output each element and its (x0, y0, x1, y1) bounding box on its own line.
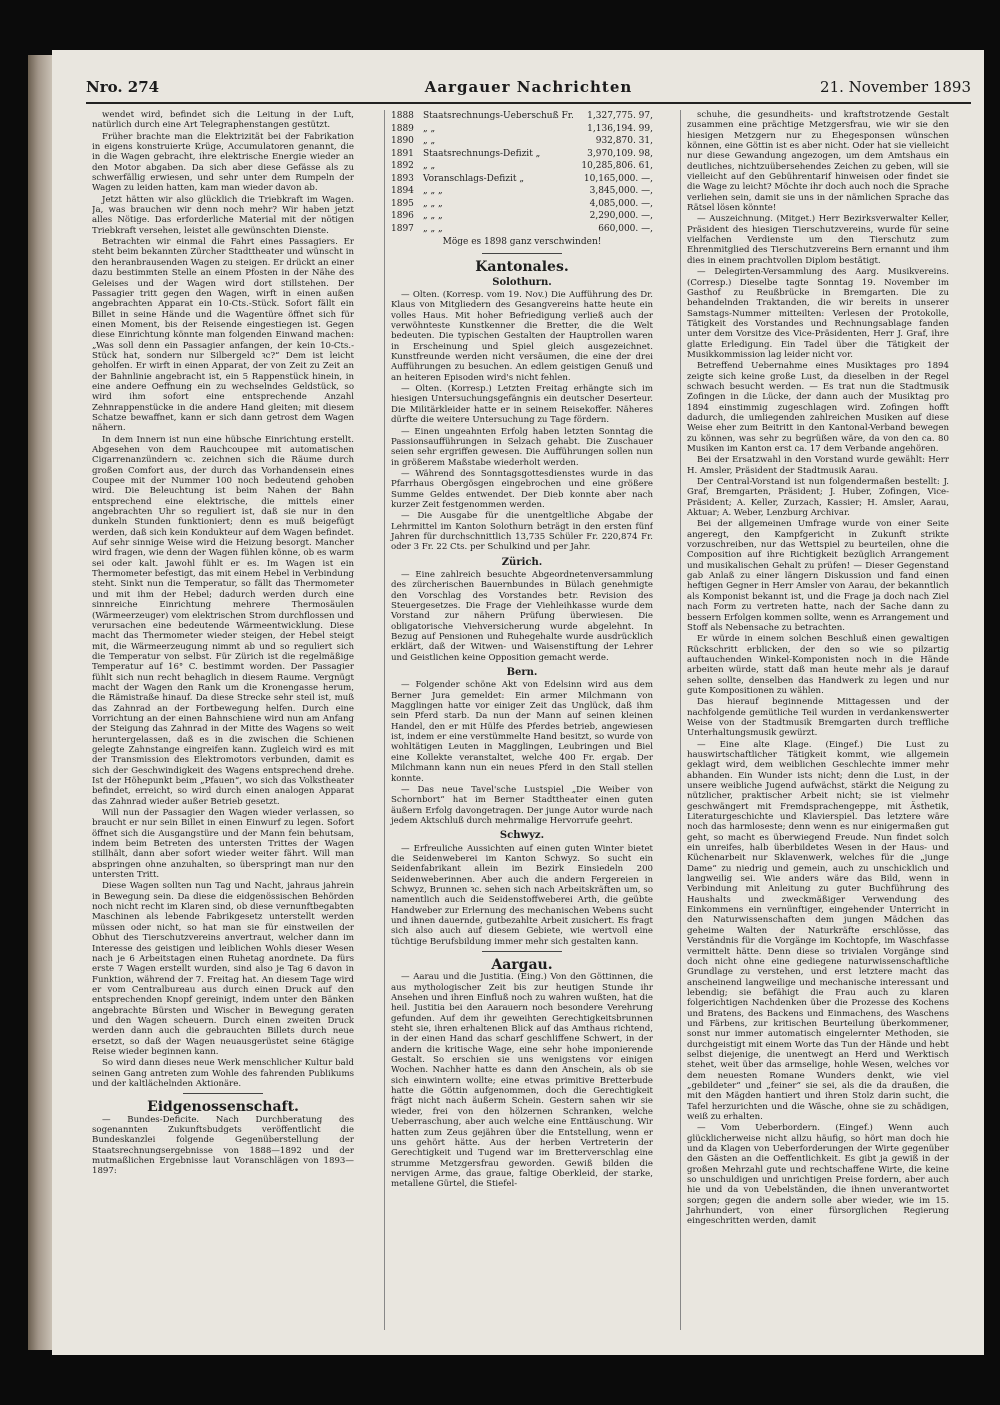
table-cell-label: Staatsrechnungs-Ueberschuß Fr. (423, 111, 574, 121)
paragraph: Jetzt hätten wir also glücklich die Triebkraft im Wagen. Ja, was brauchen wir denn noch mehr? Wir haben jetzt alles Nötige. Das erforderliche Material mit der nötigen Triebkraft versehen, leistet alle gewünschten Dienste. (92, 194, 354, 236)
paragraph: — Aarau und die Justitia. (Eing.) Von den Göttinnen, die aus mythologischer Zeit bis zur heutigen Stunde ihr Ansehen und ihren Einfluß noch zu wahren wußten, hat die heil. Justitia bei den Aarauern noch besondere Verehrung gefunden. Auf dem ihr geweihten Gerechtigkeitsbrunnen steht sie, ihren erhaltenen Blick auf das Amthaus richtend, in der einen Hand das scharf geschliffene Schwert, in der andern die kritische Wage, eine sehr hohe imponierende Gestalt. So erschien sie uns wenigstens vor einigen Wochen. Nachher hatte es dann den Anschein, als ob sie sich einwintern wollte; eine etwas primitive Bretterbude hatte die Göttin aufgenommen, doch die Gerechtigkeit frägt nicht nach äußerm Schein. Gestern sahen wir sie wieder, frei von den hölzernen Schranken, welche Ueberraschung, aber auch welche eine Enttäuschung. Wir hatten zum Zeus gejähren über die Entstellung, wenn er uns gehört hätte. Aus der herben Vertreterin der Gerechtigkeit und Tugend war im Bretterverschlag eine strumme Metzgersfrau geworden. Gewiß bilden die nervigen Arme, das graue, faltige Oberkleid, der starke, metallene Gürtel, die Stiefel- (391, 972, 653, 1190)
paragraph: Diese Wagen sollten nun Tag und Nacht, jahraus jahrein in Bewegung sein. Da diese die eidgenössischen Behörden noch nicht recht im Klaren sind, ob diese vernunftbegabten Maschinen als lebende Fabrikgesetz unterstellt werden müssen oder nicht, so hat man sie für einstweilen der Obhut des Tierschutzvereins anvertraut, welcher dann im Interesse des geistigen und leiblichen Wohls dieser Wesen nach je 6 Arbeitstagen einen Ruhetag anordnete. Da fürs erste 7 Wagen erstellt wurden, sind also je Tag 6 davon in Funktion, während der 7. Freitag hat. An diesem Tage wird er vom Centralbureau aus durch einen Druck auf den entsprechenden Knopf gereinigt, indem unter den Bänken angebrachte Bürsten und Wischer in Bewegung geraten und den Wagen scheuern. Durch einen zweiten Druck werden dann auch die gebrauchten Billets durch neue ersetzt, so daß der Wagen neuausgerüstet seine 6tägige Reise wieder beginnen kann. (92, 881, 354, 1057)
table-row (391, 173, 653, 186)
table-cell-label: „ „ „ (423, 223, 443, 234)
table-row (391, 135, 653, 148)
table-cell-year: 1896 (391, 211, 414, 221)
table-cell-value: 932,870. 31, (595, 136, 653, 146)
paragraph: — Olten. (Korresp.) Letzten Freitag erhängte sich im hiesigen Untersuchungsgefängnis ein deutscher Deserteur. Die Militärkleider hatte er in seinem Reisekoffer. Näheres dürfte die weitere Untersuchung zu Tage fördern. (391, 384, 653, 426)
subheading-bern: Bern. (506, 667, 538, 679)
budget-table (391, 110, 653, 235)
table-cell-label: „ „ (423, 161, 436, 171)
section-heading-aargau: Aargau. (491, 957, 553, 973)
issue-number: Nro. 274 (86, 78, 160, 96)
section-heading-eidgenossenschaft: Eidgenossenschaft. (147, 1099, 299, 1116)
paragraph: Will nun der Passagier den Wagen wieder verlassen, so braucht er nur sein Billet in einen Einwurf zu legen. Sofort öffnet sich die Ausgangstüre und der Mann fein behutsam, indem beim Betreten des untersten Trittes der Wagen stillhält, dann aber sofort wieder weiter fährt. Will man abspringen ohne anzuhalten, so überspringt man nur den untersten Tritt. (92, 808, 354, 881)
paragraph: — Vom Ueberbordern. (Eingef.) Wenn auch glücklicherweise nicht allzu häufig, so hört man doch hie und da Klagen von Ueberforderungen der Wirte gegenüber den Gästen an die Oeffentlichkeit. Es gibt ja gewiß in der großen Mehrzahl gute und rechtschaffene Wirte, die keine so unschuldigen und unrichtigen Preise fordern, aber auch hie und da von Uebelständen, die ihnen unverantwortet sorgen; gegen die andern solle aber wieder, wie im 15. Jahrhundert, von einer fürsorglichen Regierung eingeschritten werden, damit (687, 1123, 949, 1227)
paragraph: Der Central-Vorstand ist nun folgendermaßen bestellt: J. Graf, Bremgarten, Präsident; J. Huber, Zofingen, Vice-Präsident; A. Keller, Zurzach, Kassier; H. Amsler, Aarau, Aktuar; A. Weber, Lenzburg Archivar. (687, 477, 949, 519)
paragraph: — Bundes-Deficite. Nach Durchberatung des sogenannten Zukunftsbudgets veröffentlicht die Bundeskanzlei folgende Gegenüberstellung der Staatsrechnungsergebnisse von 1888—1892 und der mutmaßlichen Ergebnisse laut Voranschlägen von 1893—1897: (92, 1114, 354, 1177)
table-row (391, 223, 653, 236)
paragraph: — Delegirten-Versammlung des Aarg. Musikvereins. (Corresp.) Dieselbe tagte Sonntag 19. November im Gasthof zu Reußbrücke in Bremgarten. Die zu behandelnden Traktanden, die wir bereits in unserer Samstags-Nummer mitteilten: Verlesen der Protokolle, Tätigkeit des Vorstandes und Rechnungsablage fanden unter dem Vorsitze des Vice-Präsidenten, Herr J. Graf, ihre glatte Erledigung. Ein Tadel über die Tätigkeit der Musikkommission lag leider nicht vor. (687, 267, 949, 360)
table-cell-year: 1891 (391, 148, 414, 159)
table-row (391, 210, 653, 223)
table-cell-value: 4,085,000. —, (589, 198, 653, 209)
paragraph: Bei der Ersatzwahl in den Vorstand wurde gewählt: Herr H. Amsler, Präsident der Stadtmusik Aarau. (687, 455, 949, 476)
paragraph: — Erfreuliche Aussichten auf einen guten Winter bietet die Seidenweberei im Kanton Schwyz. So sucht ein Seidenfabrikant allein im Bezirk Einsiedeln 200 Seidenweberinnen. Aber auch die andern Fergereien in Schwyz, Brunnen ꝛc. sehen sich nach Arbeitskräften um, so namentlich auch die Seidenstoffweberei Arth, die geübte Handweber zur Erlernung des mechanischen Webens sucht und ihnen dauernde, gutbezahlte Arbeit zusichert. Es fragt sich also auch auf diesem Gebiete, wie wertvoll eine tüchtige Berufsbildung immer mehr sich gestalten kann. (391, 843, 653, 947)
paragraph: — Das neue Tavel'sche Lustspiel „Die Weiber von Schornbort“ hat im Berner Stadttheater einen guten äußern Erfolg davongetragen. Der junge Autor wurde nach jedem Aktschluß durch mehrmalige Hervorrufe geehrt. (391, 784, 653, 826)
paragraph: — Olten. (Korresp. vom 19. Nov.) Die Aufführung des Dr. Klaus von Mitgliedern des Gesangvereins hatte heute ein volles Haus. Mit hoher Befriedigung verließ auch der verwöhnteste Kunstkenner die Bretter, die die Welt bedeuten. Die typischen Gestalten der Hauptrollen waren in Erscheinung und Spiel gleich ausgezeichnet. Kunstfreunde werden nicht versäumen, die eine der drei Aufführungen zu besuchen. An edlem geistigen Genuß und an heiteren Episoden wird's nicht fehlen. (391, 290, 653, 383)
table-cell-value: 3,970,109. 98, (587, 148, 653, 159)
newspaper-page (52, 50, 984, 1355)
table-cell-label: „ „ „ (423, 211, 443, 221)
column-2 (384, 110, 653, 1330)
table-row (391, 198, 653, 211)
table-cell-label: „ „ (423, 136, 436, 146)
table-cell-label: „ „ (423, 123, 436, 134)
book-binding (28, 55, 54, 1350)
table-cell-year: 1895 (391, 198, 414, 209)
divider (183, 1093, 263, 1094)
table-cell-year: 1894 (391, 186, 414, 196)
paragraph: — Einen ungeahnten Erfolg haben letzten Sonntag die Passionsaufführungen in Selzach gehabt. Die Zuschauer seien sehr ergriffen gewesen. Die Aufführungen sollen nun in größerem Maßstabe wiederholt werden. (391, 426, 653, 468)
paragraph: Betrachten wir einmal die Fahrt eines Passagiers. Er steht beim bekannten Zürcher Stadttheater und wünscht in den heranbrausenden Wagen zu steigen. Er drückt an einer dazu bestimmten Stelle an einem Pfosten in der Nähe des Geleises und der Wagen wird dort stillstehen. Der Passagier tritt gegen den Wagen, wirft in einen außen angebrachten Apparat ein 10-Cts.-Stück. Sofort fällt ein Billet in seine Hände und die Wagentüre öffnet sich für einen Moment, bis der Reisende eingestiegen ist. Gegen diese Einrichtung könnte man folgenden Einwand machen: „Was soll denn ein Passagier anfangen, der kein 10-Cts.-Stück hat, sondern nur Silbergeld ꝛc?“ Dem ist leicht geholfen. Er wirft in einen Apparat, der von Zeit zu Zeit an der Bahnlinie angebracht ist, ein 5 Rappenstück hinein, in eine andere Oeffnung ein zu wechselndes Geldstück, so wird ihm sofort eine entsprechende Anzahl Zehnrappenstücke in die andere Hand gleiten; mit diesem Schatze bewaffnet, kann er sich dann getrost dem Wagen nähern. (92, 237, 354, 434)
masthead (86, 76, 971, 104)
paragraph: Bei der allgemeinen Umfrage wurde von einer Seite angeregt, den Kampfgericht in Zukunft strikte vorzuschreiben, nur das Wettspiel zu beurteilen, ohne die Composition auf ihre Richtigkeit bezüglich Arrangement und musikalischen Gehalt zu prüfen! — Dieser Gegenstand gab Anlaß zu einer längern Diskussion und fand einen heftigen Gegner in Herr Amsler von Aarau, der bekanntlich als Komponist bekannt ist, und die Frage ja doch nach Ziel nach Form zu vertreten hatte, nach der Sache dann zu bessern Erfolgen kommen sollte, wenn es Arrangement und Stoff als Nebensache zu betrachten. (687, 519, 949, 633)
paragraph: schuhe, die gesundheits- und kraftstrotzende Gestalt zusammen eine prächtige Metzgersfrau, wie wir sie den hiesigen Metzgern nur zu Ehegesponsen wünschen können, eine Göttin ist es aber nicht. Oder hat sie vielleicht nur diese Gewandung angezogen, um dem Amtshaus ein deutliches, nichtzuübersehendes Zeichen zu geben, will sie vielleicht auf den Gebührentarif hinweisen oder findet sie die Wage zu leicht? Möchte ihr doch auch noch die Sprache verliehen sein, damit sie uns in der nämlichen Sprache das Rätsel lösen könnte! (687, 110, 949, 214)
table-cell-value: 1,327,775. 97, (587, 111, 653, 121)
table-row (391, 160, 653, 173)
subheading-schwyz: Schwyz. (499, 830, 545, 842)
masthead-title: Aargauer Nachrichten (424, 78, 633, 96)
table-cell-value: 10,285,806. 61, (581, 161, 653, 171)
section-heading-kantonales: Kantonales. (475, 259, 569, 276)
table-row (391, 123, 653, 136)
paragraph: So wird dann dieses neue Werk menschlicher Kultur bald seinen Gang antreten zum Wohle des fahrenden Publikums und der kaltlächelnden Aktionäre. (92, 1058, 354, 1089)
paragraph: Betreffend Uebernahme eines Musiktages pro 1894 zeigte sich keine große Lust, da dieselben in der Regel schwach besucht werden. — Es trat nun die Stadtmusik Zofingen in die Lücke, der dann auch der Musiktag pro 1894 einstimmig zugeschlagen wird. Zofingen hofft dadurch, die umliegenden zahlreichen Musiken auf diese Weise eher zum Beitritt in den Kantonal-Verband bewegen zu können, was sehr zu begrüßen wäre, da von den ca. 80 Musiken im Kanton erst ca. 17 dem Verbande angehören. (687, 361, 949, 454)
paragraph: In dem Innern ist nun eine hübsche Einrichtung erstellt. Abgesehen von dem Rauchcoupee mit automatischen Cigarrenanzündern ꝛc. zeichnen sich die Räume durch großen Comfort aus, der durch das Vorhandensein eines Coupee mit der Nummer 100 noch bedeutend gehoben wird. Die Beleuchtung ist beim Nahen der Bahn entsprechend eine elektrische, die mittels einer angebrachten Uhr so reguliert ist, daß sie nur in den dunkeln Stunden funktioniert; denn es muß beigefügt werden, daß sich kein Kondukteur auf dem Wagen befindet. Auf sehr sinnige Weise wird die Heizung besorgt. Mancher wird fragen, wie denn der Wagen fühlen könne, ob es warm sei oder kalt. Jawohl fühlt er es. Im Wagen ist ein Thermometer befestigt, das mit einem Hebel in Verbindung steht. Sinkt nun die Temperatur, so fällt das Thermometer und mit ihm der Hebel; dadurch werden durch eine sinnreiche Einrichtung mehrere Thermosäulen (Wärmeerzeuger) vom elektrischen Strom durchflossen und verursachen eine bedeutende Wärmeentwicklung. Diese macht das Thermometer wieder steigen, der Hebel steigt mit, die Wärmeerzeugung nimmt ab und so reguliert sich die Temperatur von selbst. Für Zürich ist die regelmäßige Temperatur auf 16° C. bestimmt worden. Der Passagier fühlt sich nun recht behaglich in diesem Raume. Vergnügt macht der Wagen den Rank um die Kronengasse herum, die Rämistraße hinauf. Da diese Strecke sehr steil ist, muß das Zahnrad an der Fortbewegung helfen. Durch eine Vorrichtung an der einen Bahnschiene wird nun am Anfang der Steigung das Zahnrad in der Mitte des Wagens so weit heruntergelassen, daß es in die zwischen die Schienen gelegte Zahnstange eingreifen kann. Zugleich wird es mit der Transmission des Elektromotors verbunden, damit es sich der Geschwindigkeit des Wagens entsprechend drehe. Ist der Höhepunkt beim „Pfauen“, wo sich das Volkstheater befindet, erreicht, so wird durch einen analogen Apparat das Zahnrad wieder außer Betrieb gesetzt. (92, 434, 354, 807)
table-cell-year: 1890 (391, 136, 414, 146)
paragraph: Das hierauf beginnende Mittagessen und der nachfolgende gemütliche Teil wurden in verdankenswerter Weise von der Stadtmusik Bremgarten durch treffliche Unterhaltungsmusik gewürzt. (687, 697, 949, 739)
paragraph: — Während des Sonntagsgottesdienstes wurde in das Pfarrhaus Obergösgen eingebrochen und eine größere Summe Geldes entwendet. Der Dieb konnte aber nach kurzer Zeit festgenommen werden. (391, 468, 653, 510)
table-cell-year: 1888 (391, 111, 414, 121)
paragraph: — Eine alte Klage. (Eingef.) Die Lust zu hauswirtschaftlicher Tätigkeit kommt, wie allgemein geklagt wird, dem weiblichen Geschlechte immer mehr abhanden. Ein Wunder ists nicht; denn die Lust, in der unsere weibliche Jugend aufwächst, stärkt die Neigung zu nützlicher, praktischer Arbeit nicht; sie ist vielmehr geschwängert mit Fremdsprachengeppe, mit Ästhetik, Literaturgeschichte und Klavierspiel. Das letztere wäre noch das harmloseste; denn wenn es nur einigermaßen gut geht, so macht es überwiegend Freude. Nun findet solch ein unreifes, halb überbildetes Wesen in der Haus- und Küchenarbeit nur Sklavenwerk, welches für die „junge Dame“ zu niedrig und gemein, auch zu unschicklich und langweilig sei. Wie anders wäre das Bild, wenn in Verbindung mit Anleitung zu guter Buchführung des Haushalts und zweckmäßiger Verwendung des Einkommens ein vernünftiger, eingehender Unterricht in den Naturwissenschaften dem jungen Mädchen das geheime Walten der Naturkräfte erschlösse, das Verständnis für die Vorgänge im Kochtopfe, im Waschfasse vermittelt hätte. Denn diese so trivialen Vorgänge sind doch nicht ohne eine gediegene naturwissenschaftliche Grundlage zu verstehen, und erst letztere macht das anscheinend langweilige und mechanische interessant und lebendig; sie befähigt die Frau auch zu klaren folgerichtigen Nachdenken über die Prozesse des Kochens und Bratens, des Backens und Einmachens, des Waschens und Färbens, zur kritischen Beurteilung überkommener, sonst nur immer automatisch eingelernter Methoden, sie durchgeistigt mit einem Worte das Tun der Hände und hebt selbst diejenige, die unentwegt an Herd und Werktisch stehet, weit über das armselige, hohle Wesen, welches vor dem neuesten Romane Wunders denkt, wie viel „gebildeter“ und „feiner“ sie sei, als die da draußen, die mit den Mägden hantiert und ihren Stolz darin sucht, die Tafel herzurichten und die Wäsche, ohne sie zu schädigen, weiß zu erhalten. (687, 739, 949, 1122)
column-1 (92, 110, 354, 1330)
paragraph: — Auszeichnung. (Mitget.) Herr Bezirksverwalter Keller, Präsident des hiesigen Tierschutzvereins, wurde für seine vielfachen Verdienste um den Tierschutz zum Ehrenmitglied des Tierschutzvereins Bern ernannt und ihm dies in einem prachtvollen Diplom bestätigt. (687, 214, 949, 266)
subheading-zurich: Zürich. (501, 556, 543, 568)
table-cell-value: 3,845,000. —, (589, 186, 653, 196)
paragraph: Früher brachte man die Elektrizität bei der Fabrikation in eigens konstruierte Krüge, Accumulatoren genannt, die in die Wagen gebracht, ihre elektrische Energie wieder an den Motor abgaben. Da sich aber diese Gefässe als zu schwerfällig erwiesen, und sehr unter dem Rumpeln der Wagen zu leiden hatten, kam man wieder davon ab. (92, 131, 354, 194)
issue-date: 21. November 1893 (820, 78, 971, 96)
subheading-solothurn: Solothurn. (492, 276, 552, 288)
paragraph: — Eine zahlreich besuchte Abgeordnetenversammlung des zürcherischen Bauernbundes in Bülach genehmigte den Vorschlag des Vorstandes betr. Revision des Steuergesetzes. Die Frage der Viehleihkasse wurde dem Vorstand zur nähern Prüfung überwiesen. Die obligatorische Viehversicherung wurde abgelehnt. In Bezug auf Pensionen und Ruhegehalte wurde ausdrücklich erklärt, daß der Witwen- und Waisenstiftung der Lehrer und Geistlichen keine Opposition gemacht werde. (391, 569, 653, 663)
table-cell-value: 1,136,194. 99, (587, 123, 653, 134)
table-cell-year: 1889 (391, 123, 414, 134)
table-cell-year: 1893 (391, 173, 414, 184)
paragraph: — Die Ausgabe für die unentgeltliche Abgabe der Lehrmittel im Kanton Solothurn beträgt in den ersten fünf Jahren für durchschnittlich 13,735 Schüler Fr. 220,874 Fr. oder 3 Fr. 22 Cts. per Schulkind und per Jahr. (391, 511, 653, 553)
table-row (391, 110, 653, 123)
divider (482, 951, 562, 952)
table-cell-value: 2,290,000. —, (589, 211, 653, 221)
table-cell-year: 1892 (391, 161, 414, 171)
table-cell-label: „ „ „ (423, 198, 443, 209)
table-closing-line: Möge es 1898 ganz verschwinden! (442, 237, 602, 247)
divider (482, 253, 562, 254)
table-row (391, 185, 653, 198)
table-cell-value: 660,000. —, (598, 223, 653, 234)
paragraph: Er würde in einem solchen Beschluß einen gewaltigen Rückschritt erblicken, der den so wie so pilzartig auftauchenden Winkel-Komponisten noch in die Hände arbeiten würde, statt daß man heute mehr als je darauf sehen sollte, denselben das Handwerk zu legen und nur gute Kompositionen zu wählen. (687, 634, 949, 696)
table-cell-label: Voranschlags-Defizit „ (423, 173, 524, 184)
paragraph: wendet wird, befindet sich die Leitung in der Luft, natürlich durch eine Art Telegraphenstangen gestützt. (92, 110, 354, 131)
column-3 (680, 110, 949, 1330)
paragraph: — Folgender schöne Akt von Edelsinn wird aus dem Berner Jura gemeldet: Ein armer Milchmann von Magglingen hatte vor einiger Zeit das Unglück, daß ihm sein Pferd starb. Da nun der Mann auf seinen kleinen Handel, den er mit Hülfe des Pferdes betrieb, angewiesen ist, indem er eine verstümmelte Hand besitzt, so wurde von wohltätigen Leuten in Magglingen, Leubringen und Biel eine Kollekte veranstaltet, welche 400 Fr. ergab. Der Milchmann kann nun ein neues Pferd in den Stall stellen konnte. (391, 680, 653, 784)
table-cell-value: 10,165,000. —, (583, 173, 653, 184)
table-row (391, 148, 653, 161)
table-cell-label: Staatsrechnungs-Defizit „ (423, 148, 541, 159)
table-cell-label: „ „ „ (423, 186, 443, 196)
table-cell-year: 1897 (391, 223, 414, 234)
